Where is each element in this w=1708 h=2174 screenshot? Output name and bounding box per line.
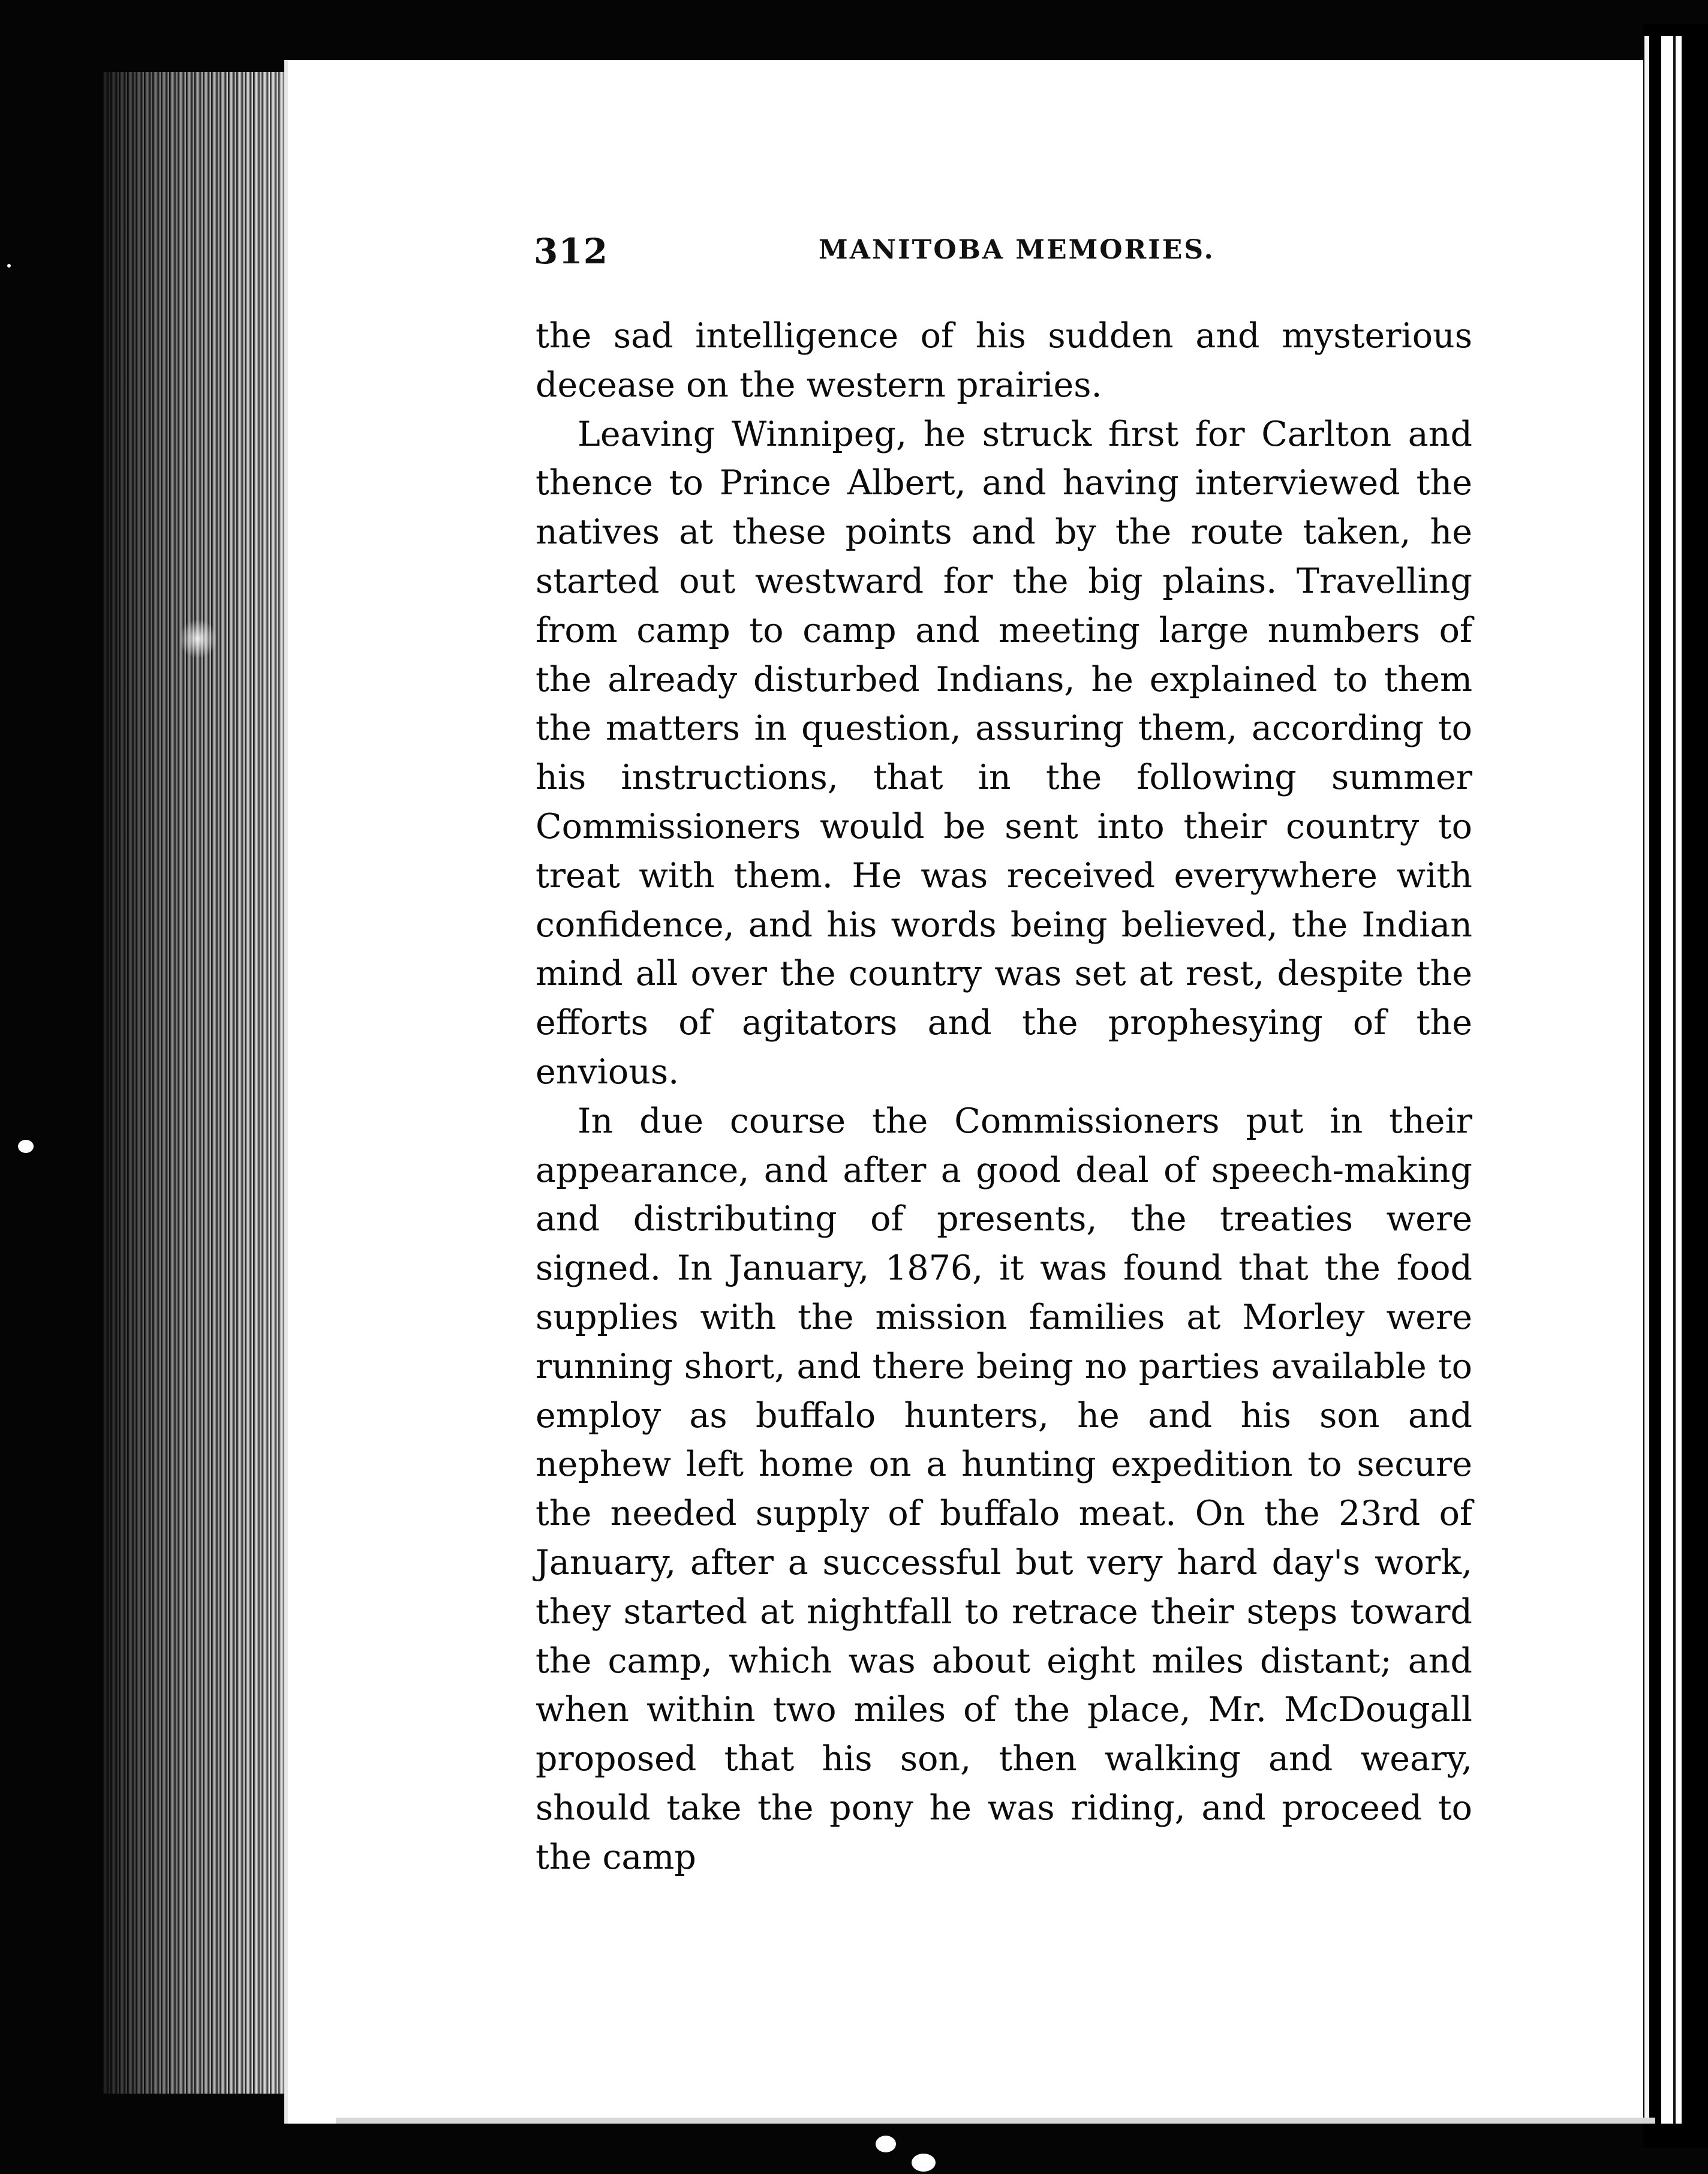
scan-speck bbox=[18, 1140, 34, 1153]
body-text bbox=[536, 312, 1472, 1882]
scan-speck bbox=[7, 264, 11, 268]
page-number: 312 bbox=[534, 231, 609, 272]
paragraph-continued: the sad intelligence of his sudden and mysterious decease on the western prairies. bbox=[536, 316, 1472, 405]
running-head bbox=[534, 231, 1472, 279]
book-page-edges-shade bbox=[102, 72, 300, 2094]
adjacent-page-line bbox=[1673, 36, 1676, 2124]
bottom-page-edge bbox=[336, 2118, 1655, 2124]
paragraph: Leaving Winnipeg, he struck first for Carlton and thence to Prince Albert, and having interviewed the natives at these points and by the route taken, he started out westward for the big plains. Travelling from camp to camp and meeting large numbers of the already disturbed Indians, he explained to them the matters in question, assuring them, according to his instructions, that in the following summer Commissioners would be sent into their country to treat with them. He was received everywhere with confidence, and his words being believed, the Indian mind all over the country was set at rest, despite the efforts of agitators and the prophesying of the envious. bbox=[536, 414, 1472, 1092]
adjacent-page-edge bbox=[1661, 36, 1682, 2124]
right-page-edge bbox=[1644, 36, 1649, 2124]
scan-speck bbox=[912, 2154, 936, 2172]
page-edge-highlight bbox=[180, 612, 216, 666]
scan-speck bbox=[876, 2136, 896, 2152]
paragraph: In due course the Commissioners put in their appearance, and after a good deal of speech-making and distributing of presents, the treaties were signed. In January, 1876, it was found that the food supplies with the mission families at Morley were running short, and there being no parties available to employ as buffalo hunters, he and his son and nephew left home on a hunting expedition to secure the needed supply of buffalo meat. On the 23rd of January, after a successful but very hard day's work, they started at nightfall to retrace their steps toward the camp, which was about eight miles distant; and when within two miles of the place, Mr. McDougall proposed that his son, then walking and weary, should take the pony he was riding, and proceed to the camp bbox=[536, 1101, 1472, 1877]
running-title: MANITOBA MEMORIES. bbox=[819, 235, 1215, 265]
